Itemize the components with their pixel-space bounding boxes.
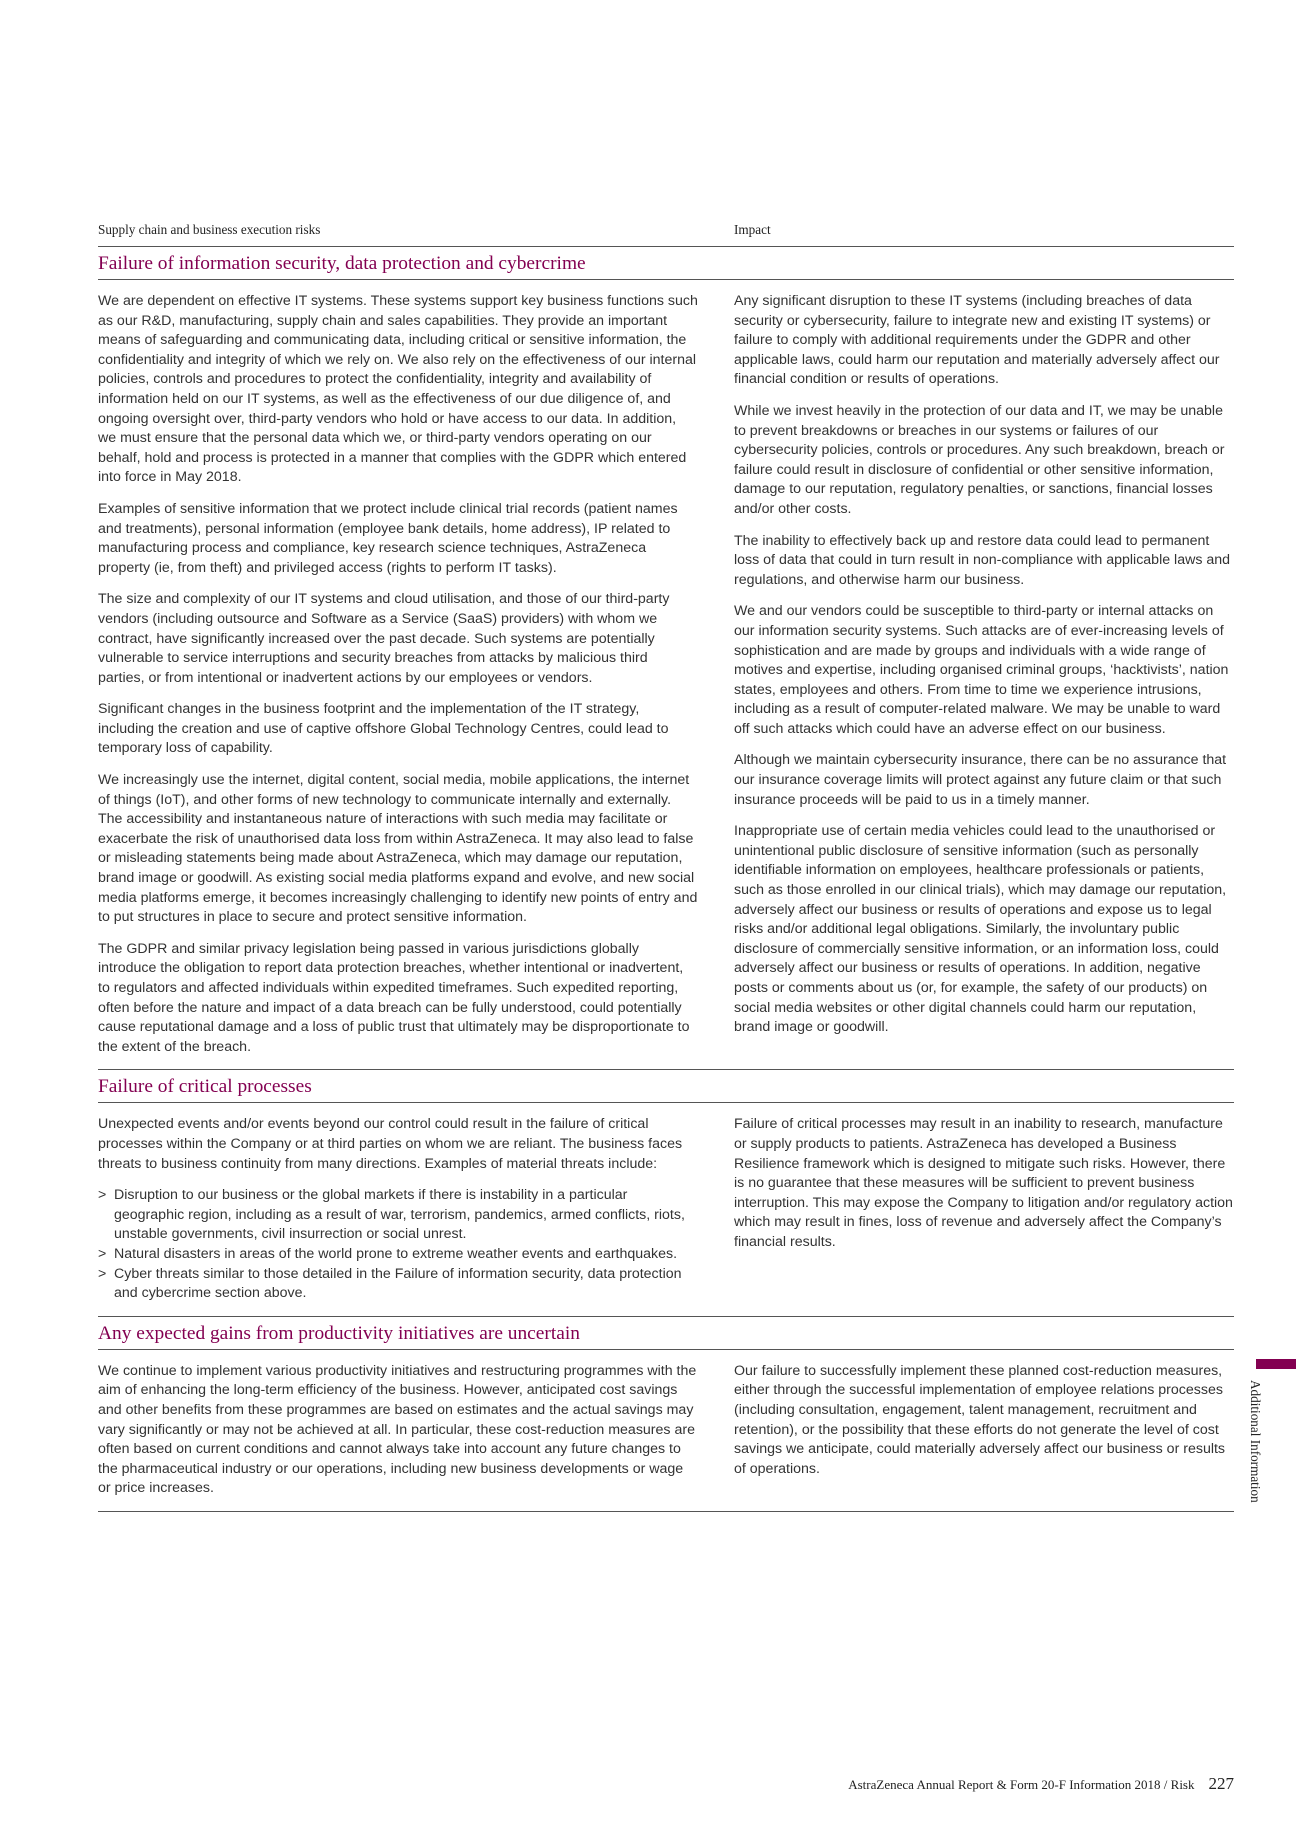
- impact-description: [734, 292, 1234, 1057]
- section-title: Failure of critical processes: [98, 1070, 1234, 1103]
- paragraph: Although we maintain cybersecurity insurance, there can be no assurance that our insurance coverage limits will protect against any future claim or that such insurance proceeds will be paid to us in a timely manner.: [734, 752, 1227, 808]
- paragraph: We continue to implement various productivity initiatives and restructuring programmes with the aim of enhancing the long-term efficiency of the business. However, anticipated cost savings and other benefits from these programmes are based on estimates and the actual savings may vary significantly or may not be achieved at all. In particular, these cost-reduction measures are often based on current conditions and cannot always take into account any future changes to the pharmaceutical industry or our operations, including new business developments or wage or price increases.: [98, 1362, 697, 1497]
- paragraph: Failure of critical processes may result in an inability to research, manufacture or supply products to patients. AstraZeneca has developed a Business Resilience framework which is designed to mitigate such risks. However, there is no guarantee that these measures will be sufficient to prevent business interruption. This may expose the Company to litigation and/or regulatory action which may result in fines, loss of revenue and adversely affect the Company’s financial results.: [734, 1116, 1233, 1250]
- section-title: Failure of information security, data protection and cybercrime: [98, 247, 1234, 280]
- threat-list: [98, 1186, 698, 1304]
- paragraph: We are dependent on effective IT systems. These systems support key business functions such as our R&D, manufacturing, supply chain and sales capabilities. They provide an important means of safeguarding and communicating data, including critical or sensitive information, the confidentiality and integrity of which we rely on. We also rely on the effectiveness of our internal policies, controls and procedures to protect the confidentiality, integrity and availability of information held on our IT systems, as well as the effectiveness of our due diligence of, and ongoing oversight over, third-party vendors who hold or have access to our data. In addition, we must ensure that the personal data which we, or third-party vendors operating on our behalf, hold and process is protected in a manner that complies with the GDPR which entered into force in May 2018.: [98, 293, 698, 486]
- list-item-text: Natural disasters in areas of the world prone to extreme weather events and earthquakes.: [114, 1245, 678, 1262]
- risk-description: [98, 1115, 698, 1303]
- paragraph: We increasingly use the internet, digital content, social media, mobile applications, the internet of things (IoT), and other forms of new technology to communicate internally and externally. The accessibility and instantaneous nature of interactions with such media may facilitate or exacerbate the risk of unauthorised data loss from within AstraZeneca. It may also lead to false or misleading statements being made about AstraZeneca, which may damage our reputation, brand image or goodwill. As existing social media platforms expand and evolve, and new social media platforms emerge, it becomes increasingly challenging to identify new points of entry and to put structures in place to secure and protect sensitive information.: [98, 772, 698, 926]
- section-productivity-initiatives: [98, 1317, 1234, 1512]
- paragraph: While we invest heavily in the protection of our data and IT, we may be unable to prevent breakdowns or breaches in our systems or failures of our cybersecurity policies, controls or procedures. Any such breakdown, breach or failure could result in disclosure of confidential or other sensitive information, damage to our reputation, regulatory penalties, or sanctions, financial losses and/or other costs.: [734, 402, 1225, 517]
- list-item-text: Cyber threats similar to those detailed in the Failure of information security, data protection and cybercrime section above.: [114, 1265, 682, 1302]
- bullet-marker: >: [98, 1245, 107, 1262]
- paragraph: The GDPR and similar privacy legislation being passed in various jurisdictions globally introduce the obligation to report data protection breaches, whether intentional or inadvertent, to regulators and affected individuals within expedited timeframes. Such expedited reporting, often before the nature and impact of a data breach can be fully understood, could potentially cause reputational damage and a loss of public trust that ultimately may be disproportionate to the extent of the breach.: [98, 940, 690, 1055]
- list-item: [98, 1186, 698, 1245]
- page-footer: [848, 1774, 1234, 1794]
- section-body: [98, 1103, 1234, 1316]
- paragraph: Examples of sensitive information that we protect include clinical trial records (patient names and treatments), personal information (employee bank details, home address), IP related to manufacturing process and compliance, key research science techniques, AstraZeneca property (ie, from theft) and privileged access (rights to perform IT tasks).: [98, 500, 678, 576]
- paragraph: Inappropriate use of certain media vehicles could lead to the unauthorised or unintentional public disclosure of sensitive information (such as personally identifiable information on employees, healthcare professionals or patients, such as those enrolled in our clinical trials), which may damage our reputation, adversely affect our business or results of operations and expose us to legal risks and/or additional legal obligations. Similarly, the involuntary public disclosure of commercially sensitive information, or an information loss, could adversely affect our business or results of operations. In addition, negative posts or comments about us (or, for example, the safety of our products) on social media websites or other digital channels could harm our reputation, brand image or goodwill.: [734, 823, 1227, 1036]
- bullet-marker: >: [98, 1187, 107, 1204]
- bullet-marker: >: [98, 1265, 107, 1282]
- column-header-risks: Supply chain and business execution risks: [98, 222, 321, 237]
- section-body: [98, 280, 1234, 1070]
- paragraph: The size and complexity of our IT systems and cloud utilisation, and those of our third-party vendors (including outsource and Software as a Service (SaaS) providers) with whom we contract, have significantly increased over the past decade. Such systems are potentially vulnerable to service interruptions and security breaches from attacks by malicious third parties, or from intentional or inadvertent actions by our employees or vendors.: [98, 591, 670, 686]
- paragraph: Our failure to successfully implement these planned cost-reduction measures, either through the successful implementation of employee relations processes (including consultation, engagement, talent management, recruitment and retention), or the possibility that these efforts do not generate the level of cost savings we anticipate, could materially adversely affect our business or results of operations.: [734, 1362, 1226, 1477]
- risk-description: [98, 1362, 698, 1499]
- section-critical-processes: [98, 1070, 1234, 1316]
- section-information-security: [98, 247, 1234, 1070]
- section-title: Any expected gains from productivity initiatives are uncertain: [98, 1317, 1234, 1350]
- paragraph: The inability to effectively back up and restore data could lead to permanent loss of data that could in turn result in non-compliance with applicable laws and regulations, and otherwise harm our business.: [734, 532, 1231, 588]
- list-item: [98, 1245, 698, 1265]
- side-section-label: Additional Information: [1248, 1380, 1263, 1503]
- column-header-impact: Impact: [734, 222, 771, 237]
- list-item-text: Disruption to our business or the global markets if there is instability in a particular geographic region, including as a result of war, terrorism, pandemics, armed conflicts, riots, unstable governments, civil insurrection or social unrest.: [114, 1187, 685, 1243]
- page-number: 227: [1208, 1774, 1234, 1793]
- paragraph: We and our vendors could be susceptible to third-party or internal attacks on our information security systems. Such attacks are of ever-increasing levels of sophistication and are made by groups and individuals with a wide range of motives and expertise, including organised criminal groups, ‘hacktivists’, nation states, employees and others. From time to time we experience intrusions, including as a result of computer-related malware. We may be unable to ward off such attacks which could have an adverse effect on our business.: [734, 603, 1229, 737]
- paragraph: Any significant disruption to these IT systems (including breaches of data security or cybersecurity, failure to integrate new and existing IT systems) or failure to comply with additional requirements under the GDPR and other applicable laws, could harm our reputation and materially adversely affect our financial condition or results of operations.: [734, 293, 1220, 388]
- risk-description: [98, 292, 698, 1057]
- list-item: [98, 1265, 698, 1304]
- footer-text: AstraZeneca Annual Report & Form 20-F Information 2018 / Risk: [848, 1777, 1195, 1792]
- column-headers: [98, 222, 1234, 247]
- section-tab-marker: [1256, 1359, 1296, 1369]
- risk-table: [98, 222, 1234, 1512]
- paragraph: Significant changes in the business footprint and the implementation of the IT strategy, including the creation and use of captive offshore Global Technology Centres, could lead to temporary loss of capability.: [98, 701, 669, 757]
- paragraph: Unexpected events and/or events beyond our control could result in the failure of critical processes within the Company or at third parties on whom we are reliant. The business faces threats to business continuity from many directions. Examples of material threats include:: [98, 1116, 683, 1172]
- section-body: [98, 1350, 1234, 1512]
- impact-description: [734, 1115, 1234, 1303]
- impact-description: [734, 1362, 1234, 1499]
